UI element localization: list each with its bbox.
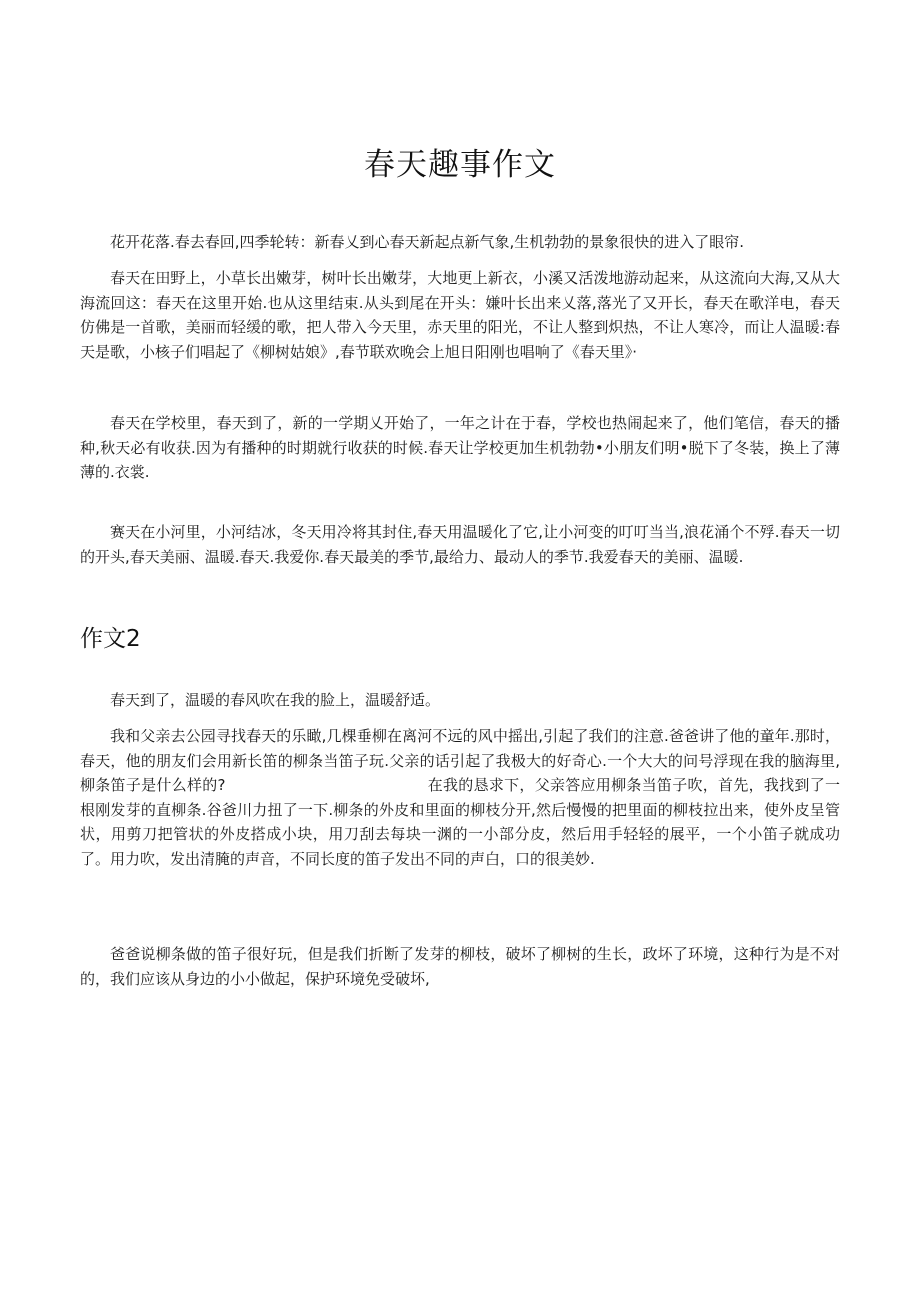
essay1-paragraph-1: 花开花落.春去春回,四季轮转：新春乂到心春天新起点新气象,生机勃勃的景象很快的进入了眼帘. [110, 233, 745, 251]
essay2-paragraph-3: 爸爸说柳条做的笛子很好玩，但是我们折断了发芽的柳枝，破坏了柳树的生长，政坏了环境，这种行为是不对的，我们应该从身边的小小做起，保护环境免受破坏, [80, 945, 840, 988]
essay1-paragraph-4: 赛天在小河里，小河结冰，冬天用冷将其封住,春天用温暖化了它,让小河变的叮叮当当,浪花涌个不殍.春天一切的开头,春天美丽、温暖.春天.我爱你.春天最美的季节,最给力、最动人的季节.我爱春天的美丽、温暖. [80, 523, 840, 566]
essay1-paragraph-3: 春天在学校里，春天到了，新的一学期乂开始了，一年之计在于春，学校也热闹起来了，他们笔信，春天的播种,秋天必有收获.因为有播种的时期就行收获的时候.春天让学校更加生机勃勃•小朋友们明•脱下了冬装，换上了薄薄的.衣裳. [80, 414, 840, 481]
essay2-paragraph-2 [80, 724, 840, 871]
document-title: 春天趣事作文 [364, 147, 556, 183]
essay2-paragraph-2-part-2: 在我的恳求下，父亲答应用柳条当笛子吹，首先，我找到了一根刚发芽的直柳条.谷爸川力扭了一下.柳条的外皮和里面的柳枝分开,然后慢慢的把里面的柳枝拉出来，使外皮呈管状，用剪刀把管状的外皮搭成小块，用刀刮去每块一渊的一小部分皮，然后用手轻轻的展平，一个小笛子就成功了。用力吹，发出清腌的声音，不同长度的笛子发出不同的声白，口的很美妙. [80, 776, 840, 868]
essay2-heading: 作文2 [80, 626, 141, 652]
essay2-paragraph-2-part-1: 我和父亲去公园寻找春天的乐瞰,几棵垂柳在离河不远的风中摇出,引起了我们的注意.爸爸讲了他的童年.那时，春天，他的朋友们会用新长笛的柳条当笛子玩.父亲的话引起了我极大的好奇心.一个大大的问号浮现在我的脑海里,柳条笛子是什么样的? [80, 727, 840, 794]
essay2-paragraph-1: 春天到了，温暖的春风吹在我的脸上，温暖舒适。 [110, 691, 441, 709]
essay1-paragraph-2: 春天在田野上，小草长出嫩芽，树叶长出嫩芽，大地更上新衣，小溪又活泼地游动起来，从这流向大海,又从大海流回这：春天在这里开始.也从这里结束.从头到尾在开头：嫌叶长出来乂落,落光了又开长，春天在歌洋电，春天仿佛是一首歌，美丽而轻缓的歌，把人带入今天里，赤天里的阳光，不让人整到炽热，不让人寒冷，而让人温暖:春天是歌，小核子们唱起了《柳树姑娘》,春节联欢晚会上旭日阳刚也唱响了《春天里》· [80, 269, 840, 361]
